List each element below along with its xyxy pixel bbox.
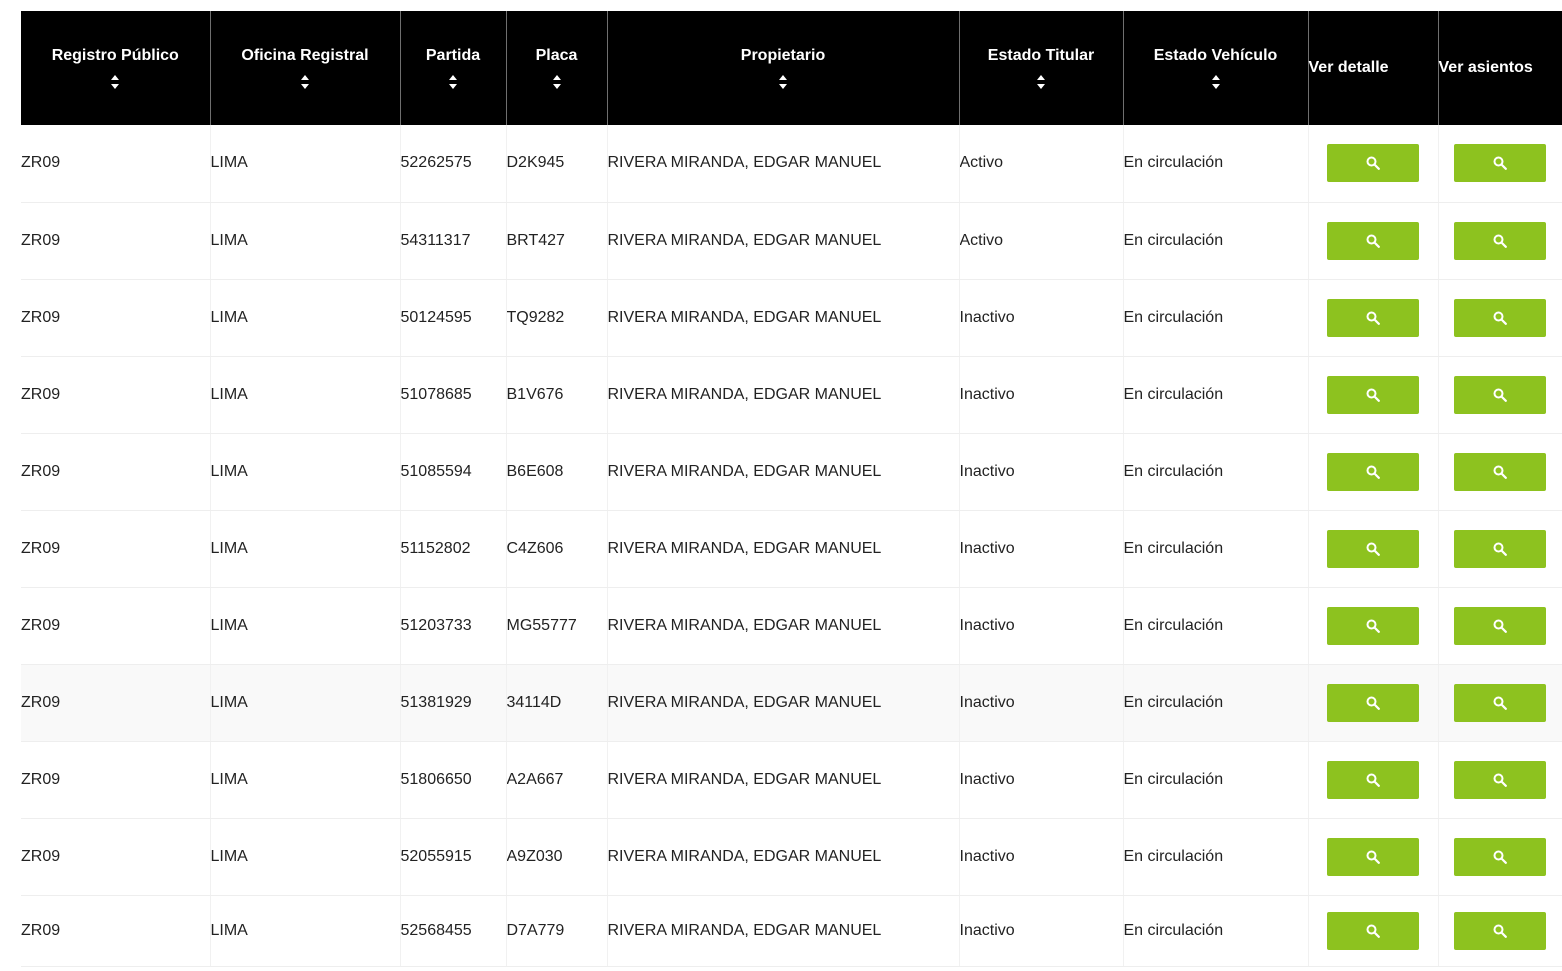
cell-propietario: RIVERA MIRANDA, EDGAR MANUEL: [607, 895, 959, 966]
cell-partida: 50124595: [400, 279, 506, 356]
cell-placa: A2A667: [506, 741, 607, 818]
search-icon: [1493, 465, 1507, 479]
cell-estado-vehiculo: En circulación: [1123, 741, 1308, 818]
cell-registro-publico: ZR09: [21, 510, 210, 587]
cell-estado-vehiculo: En circulación: [1123, 202, 1308, 279]
table-row: [21, 818, 1562, 895]
cell-ver-asientos: [1438, 202, 1562, 279]
ver-asientos-button[interactable]: [1454, 144, 1546, 182]
search-icon: [1366, 156, 1380, 170]
cell-partida: 51078685: [400, 356, 506, 433]
cell-estado-vehiculo: En circulación: [1123, 664, 1308, 741]
cell-ver-asientos: [1438, 279, 1562, 356]
cell-oficina-registral: LIMA: [210, 818, 400, 895]
search-icon: [1366, 850, 1380, 864]
cell-estado-titular: Inactivo: [959, 664, 1123, 741]
header-label: Estado Vehículo: [1153, 46, 1278, 64]
cell-oficina-registral: LIMA: [210, 510, 400, 587]
cell-ver-asientos: [1438, 895, 1562, 966]
cell-placa: MG55777: [506, 587, 607, 664]
cell-estado-titular: Inactivo: [959, 356, 1123, 433]
cell-placa: B1V676: [506, 356, 607, 433]
cell-propietario: RIVERA MIRANDA, EDGAR MANUEL: [607, 510, 959, 587]
cell-partida: 52055915: [400, 818, 506, 895]
cell-propietario: RIVERA MIRANDA, EDGAR MANUEL: [607, 356, 959, 433]
header-label: Oficina Registral: [241, 46, 369, 64]
cell-ver-detalle: [1308, 356, 1438, 433]
cell-oficina-registral: LIMA: [210, 741, 400, 818]
search-icon: [1493, 156, 1507, 170]
search-icon: [1493, 924, 1507, 938]
header-estado-vehiculo[interactable]: [1123, 11, 1308, 125]
cell-ver-asientos: [1438, 510, 1562, 587]
table-row: [21, 433, 1562, 510]
cell-partida: 51203733: [400, 587, 506, 664]
cell-registro-publico: ZR09: [21, 818, 210, 895]
search-icon: [1366, 773, 1380, 787]
cell-registro-publico: ZR09: [21, 279, 210, 356]
cell-estado-vehiculo: En circulación: [1123, 818, 1308, 895]
cell-placa: D7A779: [506, 895, 607, 966]
cell-oficina-registral: LIMA: [210, 125, 400, 202]
ver-asientos-button[interactable]: [1454, 761, 1546, 799]
search-icon: [1366, 924, 1380, 938]
cell-estado-vehiculo: En circulación: [1123, 433, 1308, 510]
ver-detalle-button[interactable]: [1327, 222, 1419, 260]
cell-estado-titular: Inactivo: [959, 587, 1123, 664]
header-label: Registro Público: [51, 46, 179, 64]
sort-icon[interactable]: [1211, 74, 1221, 90]
cell-oficina-registral: LIMA: [210, 587, 400, 664]
ver-detalle-button[interactable]: [1327, 144, 1419, 182]
header-registro-publico[interactable]: [21, 11, 210, 125]
table-row: [21, 125, 1562, 202]
cell-placa: 34114D: [506, 664, 607, 741]
cell-ver-detalle: [1308, 818, 1438, 895]
header-label: Placa: [535, 46, 578, 64]
ver-detalle-button[interactable]: [1327, 376, 1419, 414]
cell-ver-detalle: [1308, 895, 1438, 966]
ver-asientos-button[interactable]: [1454, 453, 1546, 491]
header-estado-titular[interactable]: [959, 11, 1123, 125]
cell-partida: 51085594: [400, 433, 506, 510]
cell-partida: 52262575: [400, 125, 506, 202]
search-icon: [1366, 619, 1380, 633]
header-row: [21, 11, 1562, 125]
search-icon: [1366, 542, 1380, 556]
table-row: [21, 664, 1562, 741]
cell-registro-publico: ZR09: [21, 587, 210, 664]
cell-estado-titular: Inactivo: [959, 433, 1123, 510]
search-icon: [1493, 850, 1507, 864]
cell-placa: C4Z606: [506, 510, 607, 587]
cell-estado-vehiculo: En circulación: [1123, 895, 1308, 966]
ver-asientos-button[interactable]: [1454, 838, 1546, 876]
header-ver-asientos: [1438, 11, 1562, 125]
cell-propietario: RIVERA MIRANDA, EDGAR MANUEL: [607, 818, 959, 895]
header-oficina-registral[interactable]: [210, 11, 400, 125]
cell-estado-titular: Inactivo: [959, 741, 1123, 818]
cell-ver-asientos: [1438, 433, 1562, 510]
ver-detalle-button[interactable]: [1327, 912, 1419, 950]
ver-asientos-button[interactable]: [1454, 299, 1546, 337]
table-row: [21, 356, 1562, 433]
cell-ver-asientos: [1438, 356, 1562, 433]
cell-propietario: RIVERA MIRANDA, EDGAR MANUEL: [607, 664, 959, 741]
cell-ver-detalle: [1308, 125, 1438, 202]
table-row: [21, 741, 1562, 818]
ver-asientos-button[interactable]: [1454, 912, 1546, 950]
cell-estado-titular: Activo: [959, 202, 1123, 279]
cell-registro-publico: ZR09: [21, 741, 210, 818]
header-label: Ver detalle: [1308, 59, 1389, 76]
cell-registro-publico: ZR09: [21, 125, 210, 202]
cell-ver-detalle: [1308, 202, 1438, 279]
table-row: [21, 895, 1562, 966]
header-label: Propietario: [740, 46, 826, 64]
ver-asientos-button[interactable]: [1454, 222, 1546, 260]
search-icon: [1366, 311, 1380, 325]
ver-detalle-button[interactable]: [1327, 684, 1419, 722]
cell-partida: 51381929: [400, 664, 506, 741]
cell-oficina-registral: LIMA: [210, 202, 400, 279]
cell-estado-titular: Inactivo: [959, 510, 1123, 587]
cell-oficina-registral: LIMA: [210, 895, 400, 966]
cell-placa: TQ9282: [506, 279, 607, 356]
search-icon: [1493, 696, 1507, 710]
header-propietario[interactable]: [607, 11, 959, 125]
cell-ver-detalle: [1308, 279, 1438, 356]
sort-icon[interactable]: [778, 74, 788, 90]
search-icon: [1366, 696, 1380, 710]
header-label: Estado Titular: [987, 46, 1095, 64]
cell-estado-vehiculo: En circulación: [1123, 587, 1308, 664]
cell-registro-publico: ZR09: [21, 433, 210, 510]
table-header: [21, 11, 1562, 125]
cell-placa: D2K945: [506, 125, 607, 202]
cell-ver-detalle: [1308, 587, 1438, 664]
ver-asientos-button[interactable]: [1454, 530, 1546, 568]
cell-estado-vehiculo: En circulación: [1123, 125, 1308, 202]
table-row: [21, 510, 1562, 587]
search-icon: [1493, 234, 1507, 248]
cell-ver-asientos: [1438, 125, 1562, 202]
vehicle-results-table: [21, 11, 1562, 967]
ver-asientos-button[interactable]: [1454, 684, 1546, 722]
cell-propietario: RIVERA MIRANDA, EDGAR MANUEL: [607, 587, 959, 664]
header-label: Ver asientos: [1438, 59, 1533, 76]
cell-ver-asientos: [1438, 587, 1562, 664]
cell-partida: 51152802: [400, 510, 506, 587]
ver-asientos-button[interactable]: [1454, 376, 1546, 414]
cell-ver-asientos: [1438, 741, 1562, 818]
results-table-container: [21, 11, 1562, 967]
sort-icon[interactable]: [110, 74, 120, 90]
cell-ver-detalle: [1308, 664, 1438, 741]
cell-placa: A9Z030: [506, 818, 607, 895]
table-row: [21, 202, 1562, 279]
header-partida[interactable]: [400, 11, 506, 125]
ver-detalle-button[interactable]: [1327, 761, 1419, 799]
cell-propietario: RIVERA MIRANDA, EDGAR MANUEL: [607, 202, 959, 279]
cell-propietario: RIVERA MIRANDA, EDGAR MANUEL: [607, 279, 959, 356]
header-label: Partida: [425, 46, 481, 64]
ver-asientos-button[interactable]: [1454, 607, 1546, 645]
cell-estado-titular: Inactivo: [959, 895, 1123, 966]
cell-oficina-registral: LIMA: [210, 664, 400, 741]
search-icon: [1366, 234, 1380, 248]
cell-propietario: RIVERA MIRANDA, EDGAR MANUEL: [607, 125, 959, 202]
table-row: [21, 587, 1562, 664]
cell-registro-publico: ZR09: [21, 202, 210, 279]
cell-estado-vehiculo: En circulación: [1123, 356, 1308, 433]
sort-icon[interactable]: [1036, 74, 1046, 90]
cell-estado-vehiculo: En circulación: [1123, 279, 1308, 356]
cell-estado-titular: Inactivo: [959, 279, 1123, 356]
cell-registro-publico: ZR09: [21, 664, 210, 741]
search-icon: [1493, 311, 1507, 325]
search-icon: [1366, 465, 1380, 479]
ver-detalle-button[interactable]: [1327, 838, 1419, 876]
header-placa[interactable]: [506, 11, 607, 125]
cell-partida: 51806650: [400, 741, 506, 818]
cell-registro-publico: ZR09: [21, 356, 210, 433]
ver-detalle-button[interactable]: [1327, 453, 1419, 491]
search-icon: [1493, 388, 1507, 402]
header-ver-detalle: [1308, 11, 1438, 125]
cell-ver-detalle: [1308, 741, 1438, 818]
cell-estado-titular: Activo: [959, 125, 1123, 202]
cell-oficina-registral: LIMA: [210, 279, 400, 356]
cell-estado-titular: Inactivo: [959, 818, 1123, 895]
cell-propietario: RIVERA MIRANDA, EDGAR MANUEL: [607, 741, 959, 818]
cell-ver-asientos: [1438, 818, 1562, 895]
cell-ver-detalle: [1308, 510, 1438, 587]
cell-partida: 52568455: [400, 895, 506, 966]
sort-icon[interactable]: [448, 74, 458, 90]
search-icon: [1366, 388, 1380, 402]
cell-oficina-registral: LIMA: [210, 356, 400, 433]
search-icon: [1493, 619, 1507, 633]
table-body: [21, 125, 1562, 966]
ver-detalle-button[interactable]: [1327, 299, 1419, 337]
search-icon: [1493, 773, 1507, 787]
cell-partida: 54311317: [400, 202, 506, 279]
cell-placa: BRT427: [506, 202, 607, 279]
cell-placa: B6E608: [506, 433, 607, 510]
cell-ver-asientos: [1438, 664, 1562, 741]
ver-detalle-button[interactable]: [1327, 607, 1419, 645]
cell-registro-publico: ZR09: [21, 895, 210, 966]
cell-propietario: RIVERA MIRANDA, EDGAR MANUEL: [607, 433, 959, 510]
search-icon: [1493, 542, 1507, 556]
cell-ver-detalle: [1308, 433, 1438, 510]
cell-estado-vehiculo: En circulación: [1123, 510, 1308, 587]
sort-icon[interactable]: [552, 74, 562, 90]
sort-icon[interactable]: [300, 74, 310, 90]
cell-oficina-registral: LIMA: [210, 433, 400, 510]
ver-detalle-button[interactable]: [1327, 530, 1419, 568]
table-row: [21, 279, 1562, 356]
